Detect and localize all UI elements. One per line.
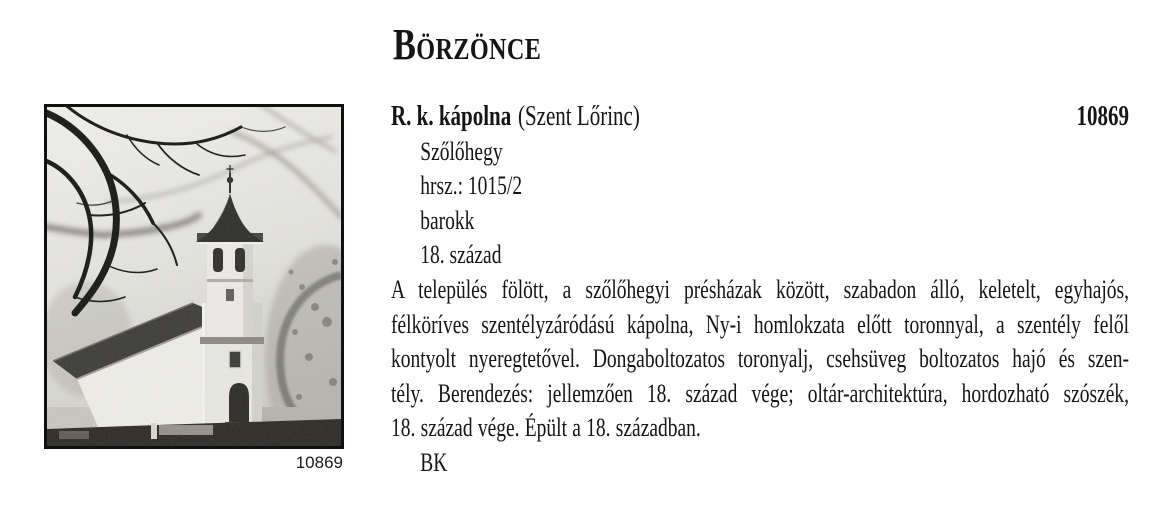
catalogue-entry xyxy=(391,100,1129,481)
photo-figure xyxy=(44,104,344,473)
description-line: A település fölött, a szőlőhegyi présházak között, szabadon álló, keletelt, egyhajós, xyxy=(391,274,1129,304)
description-line: 18. század vége. Épült a 18. században. xyxy=(391,413,701,443)
detail-location: Szőlőhegy xyxy=(420,136,503,166)
entry-header xyxy=(391,100,1129,135)
chapel-photo xyxy=(47,107,341,446)
page-title: BÖRZÖNCE xyxy=(393,20,542,69)
monument-dedication: (Szent Lőrinc) xyxy=(517,101,640,132)
photo-caption: 10869 xyxy=(295,453,343,472)
author-initials: BK xyxy=(420,447,448,477)
entry-heading xyxy=(391,100,640,135)
description-line: félköríves szentélyzáródású kápolna, Ny-i homlokzata előtt toronnyal, a szentély felől xyxy=(391,309,1129,339)
photo-frame xyxy=(44,104,344,449)
detail-parcel-number: hrsz.: 1015/2 xyxy=(420,171,523,201)
register-number: 10869 xyxy=(1076,101,1129,132)
detail-period: 18. század xyxy=(420,240,502,270)
description-line: kontyolt nyeregtetővel. Dongaboltozatos toronyalj, csehsüveg boltozatos hajó és szen- xyxy=(391,344,1129,374)
monument-name: R. k. kápolna xyxy=(391,101,512,132)
photo-grain xyxy=(47,107,341,446)
description-line: tély. Berendezés: jellemzően 18. század vége; oltár-architektúra, hordozható szószék, xyxy=(391,378,1129,408)
detail-style: barokk xyxy=(420,205,475,235)
